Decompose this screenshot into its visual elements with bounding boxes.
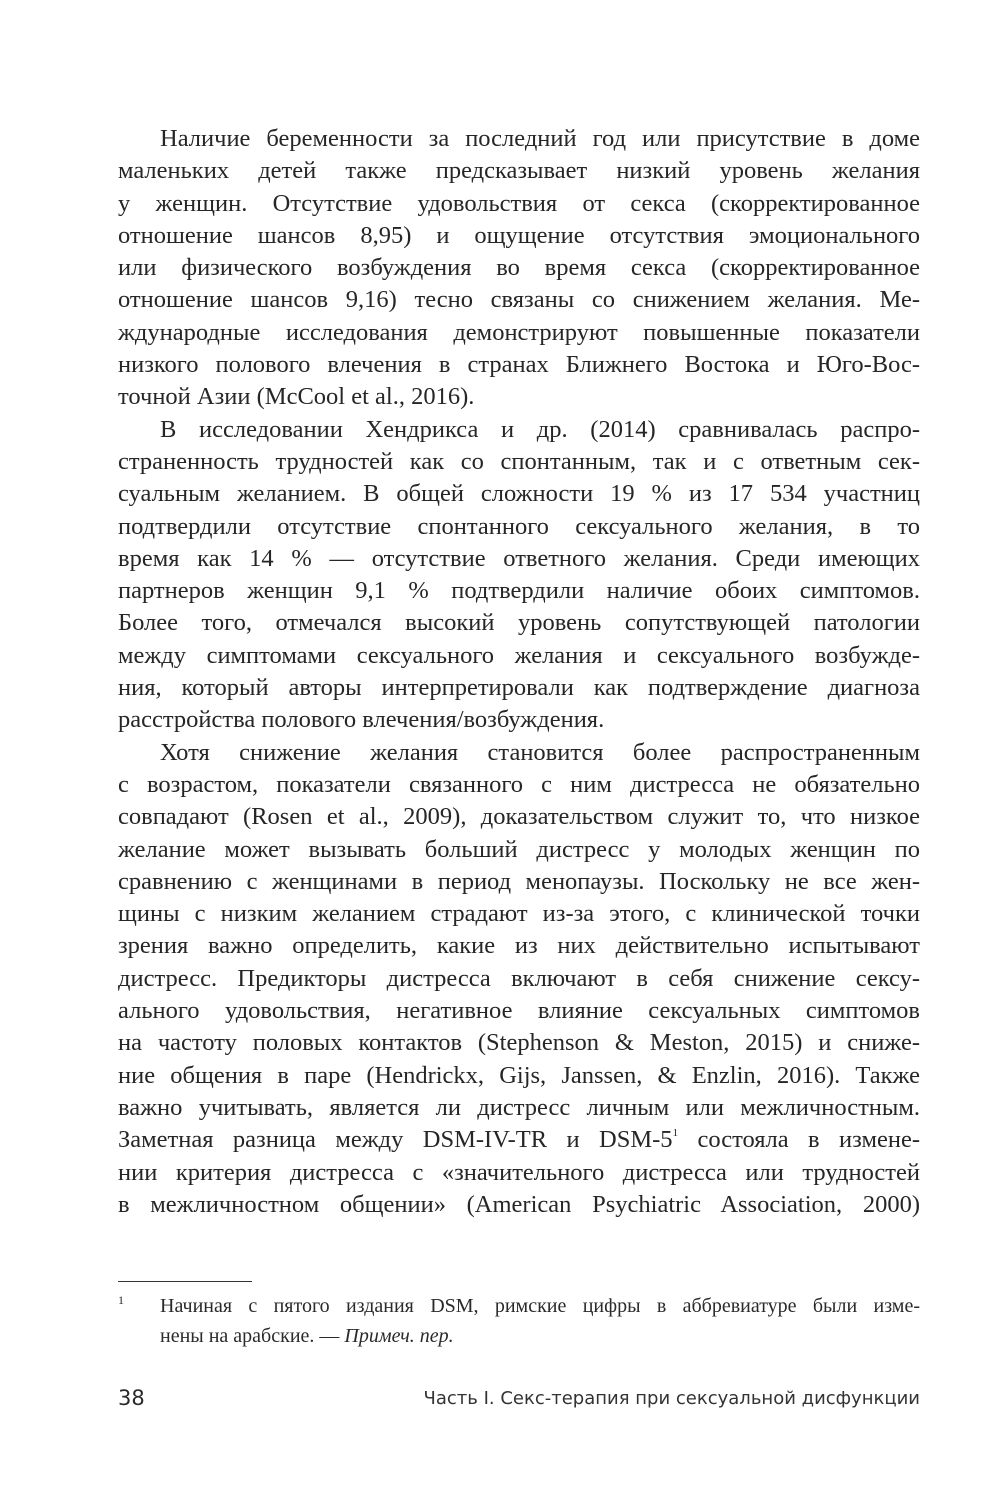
footnote-line bbox=[160, 1321, 920, 1351]
footnote-text bbox=[160, 1291, 920, 1351]
text-line: дистресс. Предикторы дистресса включают в себя снижение сексу- bbox=[118, 964, 920, 992]
paragraph-1 bbox=[118, 123, 920, 414]
text-line: совпадают (Rosen et al., 2009), доказательством служит то, что низкое bbox=[118, 803, 920, 831]
text-line: нии критерия дистресса с «значительного дистресса или трудностей bbox=[118, 1158, 920, 1186]
text-line: Более того, отмечался высокий уровень сопутствующей патологии bbox=[118, 609, 920, 637]
text-line: ния, который авторы интерпретировали как подтверждение диагноза bbox=[118, 674, 920, 702]
text-fragment: состояла в измене- bbox=[678, 1126, 920, 1154]
text-line: низкого полового влечения в странах Ближнего Востока и Юго-Вос- bbox=[118, 351, 920, 379]
text-line: Хотя снижение желания становится более распространенным bbox=[160, 738, 920, 766]
text-line: на частоту половых контактов (Stephenson & Meston, 2015) и сниже- bbox=[118, 1029, 920, 1057]
footnote-reference[interactable]: 1 bbox=[672, 1127, 679, 1140]
text-line: Наличие беременности за последний год или присутствие в доме bbox=[160, 125, 920, 152]
paragraph-2 bbox=[118, 414, 920, 737]
translator-note: Примеч. пер. bbox=[344, 1325, 454, 1347]
text-line: в межличностном общении» (American Psychiatric Association, 2000) bbox=[118, 1190, 920, 1218]
text-line: расстройства полового влечения/возбуждения. bbox=[118, 706, 605, 734]
main-text bbox=[118, 123, 920, 1221]
page-number: 38 bbox=[118, 1386, 145, 1410]
running-footer-title: Часть I. Секс-терапия при сексуальной дисфункции bbox=[423, 1388, 920, 1409]
text-line: у женщин. Отсутствие удовольствия от секса (скорректированное bbox=[118, 189, 920, 217]
text-line-with-footnote-ref bbox=[118, 1124, 920, 1156]
text-line: страненность трудностей как со спонтанным, так и с ответным сек- bbox=[118, 447, 920, 475]
footnote-line: Начиная с пятого издания DSM, римские цифры в аббревиатуре были изме- bbox=[160, 1295, 920, 1317]
text-line: между симптомами сексуального желания и сексуального возбужде- bbox=[118, 641, 920, 669]
text-fragment: Заметная разница между DSM-IV-TR и DSM-5 bbox=[118, 1126, 673, 1154]
text-line: желание может вызывать больший дистресс у молодых женщин по bbox=[118, 835, 920, 863]
text-line: ждународные исследования демонстрируют повышенные показатели bbox=[118, 318, 920, 346]
text-line: или физического возбуждения во время секса (скорректированное bbox=[118, 254, 920, 282]
text-line: суальным желанием. В общей сложности 19 % из 17 534 участниц bbox=[118, 480, 920, 508]
footnote-divider bbox=[118, 1281, 252, 1282]
paragraph-3 bbox=[118, 737, 920, 1221]
text-line: точной Азии (McCool et al., 2016). bbox=[118, 383, 475, 411]
text-line: зрения важно определить, какие из них действительно испытывают bbox=[118, 932, 920, 960]
text-line: В исследовании Хендрикса и др. (2014) сравнивалась распро- bbox=[160, 415, 920, 443]
footnote-mark: 1 bbox=[118, 1293, 124, 1307]
text-line: отношение шансов 9,16) тесно связаны со снижением желания. Ме- bbox=[118, 286, 920, 314]
text-line: важно учитывать, является ли дистресс личным или межличностным. bbox=[118, 1093, 920, 1121]
text-line: с возрастом, показатели связанного с ним дистресса не обязательно bbox=[118, 770, 920, 798]
text-line: ального удовольствия, негативное влияние сексуальных симптомов bbox=[118, 997, 920, 1025]
text-line: время как 14 % — отсутствие ответного желания. Среди имеющих bbox=[118, 544, 920, 572]
text-line: отношение шансов 8,95) и ощущение отсутствия эмоционального bbox=[118, 221, 920, 249]
text-line: сравнению с женщинами в период менопаузы. Поскольку не все жен- bbox=[118, 867, 920, 895]
text-line: ние общения в паре (Hendrickx, Gijs, Janssen, & Enzlin, 2016). Также bbox=[118, 1061, 920, 1089]
text-line: щины с низким желанием страдают из-за этого, с клинической точки bbox=[118, 900, 920, 928]
text-line: партнеров женщин 9,1 % подтвердили наличие обоих симптомов. bbox=[118, 577, 920, 605]
text-line: маленьких детей также предсказывает низкий уровень желания bbox=[118, 157, 920, 185]
footnote-fragment: нены на арабские. — bbox=[160, 1325, 345, 1347]
text-line: подтвердили отсутствие спонтанного сексуального желания, в то bbox=[118, 512, 920, 540]
